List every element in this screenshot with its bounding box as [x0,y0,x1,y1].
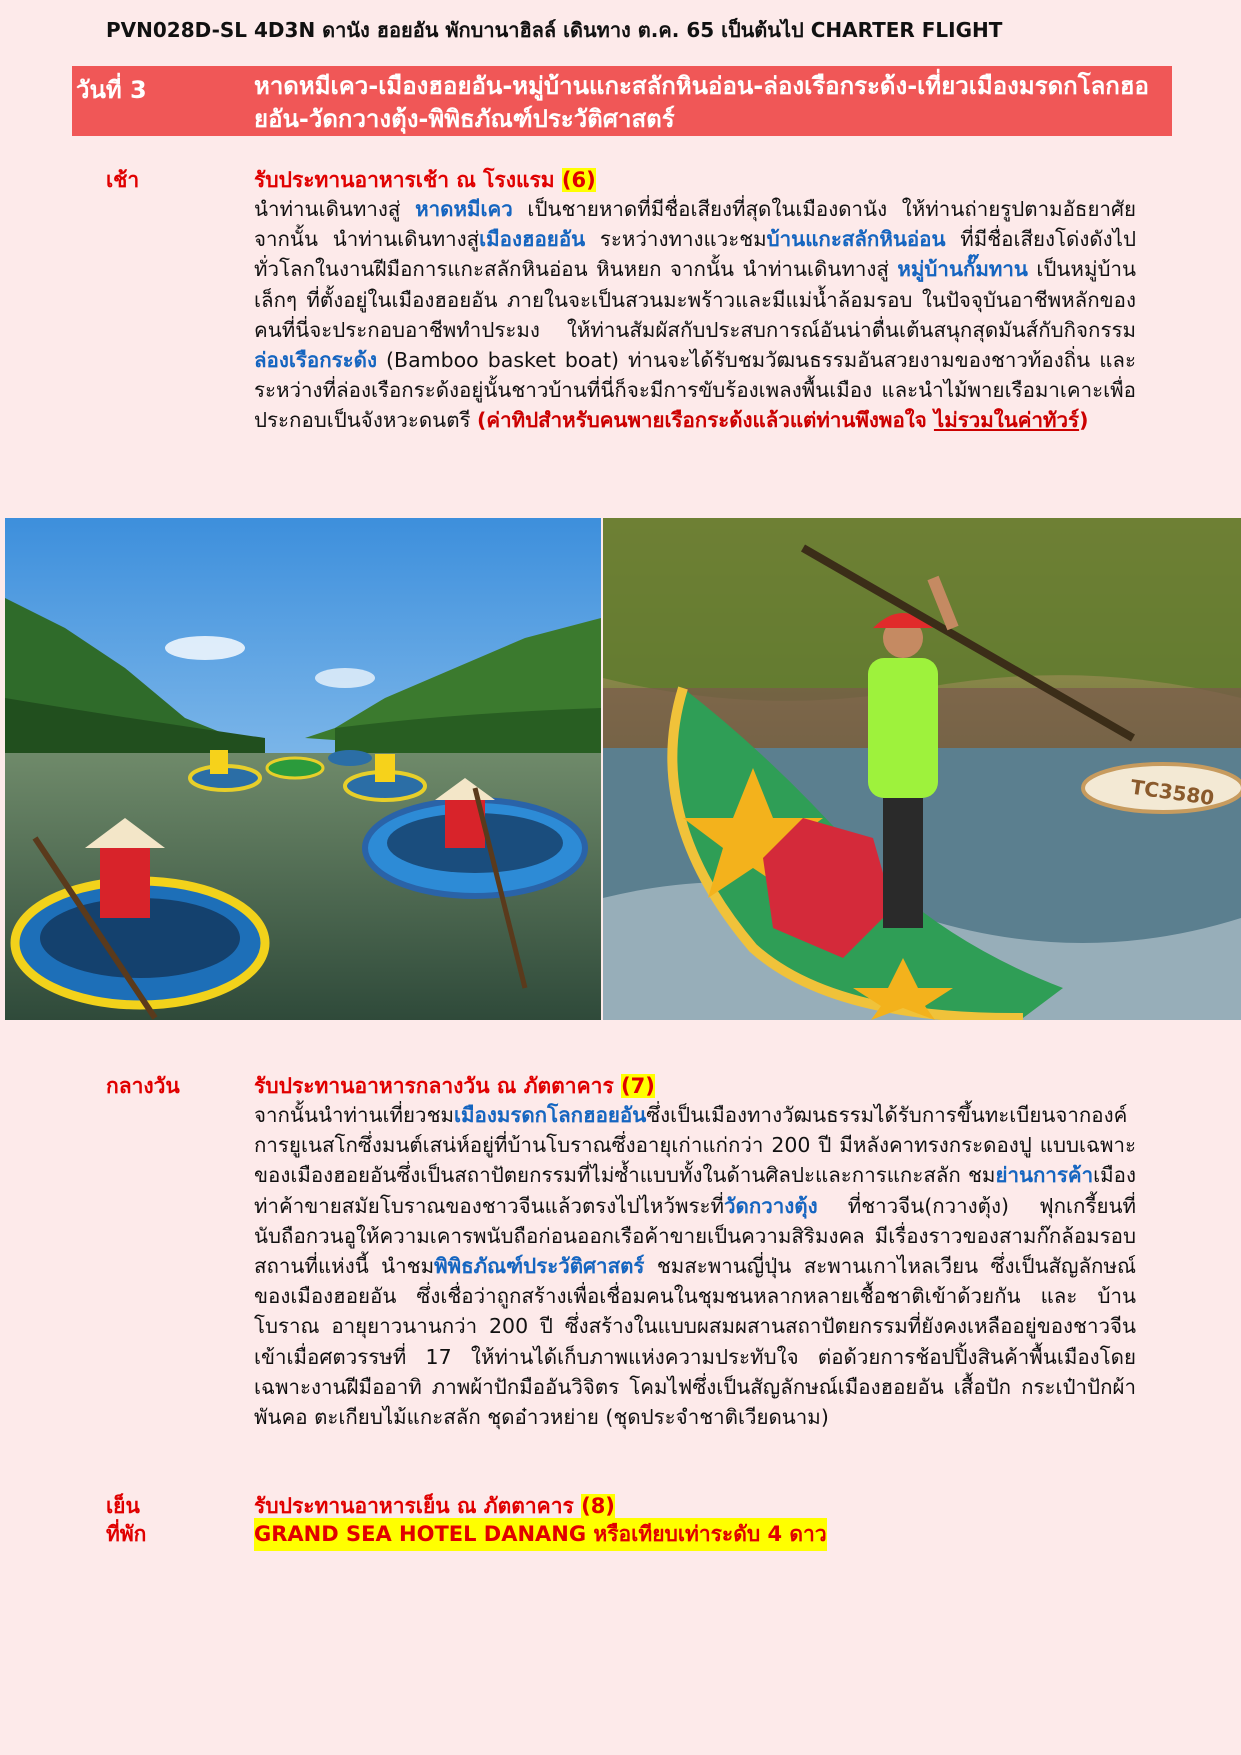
breakfast-text: รับประทานอาหารเช้า ณ โรงแรม [254,168,555,192]
boat-registration: TC3580 [1129,774,1216,811]
hotel-name: GRAND SEA HOTEL DANANG หรือเทียบเท่าระดับ 4 ดาว [254,1518,827,1551]
text-segment: ชมสะพานญี่ปุ่น สะพานเกาไหลเวียน ซึ่งเป็นสัญลักษณ์ของเมืองฮอยอัน ซึ่งเชื่อว่าถูกสร้างเพื่อเชื่อมคนในชุมชนหลากหลายเชื้อชาติเข้าด้วยกัน และ บ้านโบราณ อายุยาวนานกว่า 200 ปี ซึ่งสร้างในแบบผสมผสานสถาปัตยกรรมที่ยังคงเหลืออยู่ของชาวจีนเข้าเมื่อศตวรรษที่ 17 ให้ท่านได้เก็บภาพแห่งความประทับใจ ต่อด้วยการช้อปปิ้งสินค้าพื้นเมืองโดยเฉพาะงานฝีมืออาทิ ภาพผ้าปักมืออันวิจิตร โคมไฟซึ่งเป็นสัญลักษณ์เมืองฮอยอัน เสื้อปัก กระเป๋าปักผ้าพันคอ ตะเกียบไม้แกะสลัก ชุดอ๋าวหย่าย (ชุดประจำชาติเวียดนาม) [254,1254,1136,1430]
place-cam-thanh-village: หมู่บ้านกั๊มทาน [897,257,1028,282]
tip-note: (ค่าทิปสำหรับคนพายเรือกระด้งแล้วแต่ท่านพึงพอใจ [477,408,934,433]
text-segment: (Bamboo basket boat) ท่านจะได้รับชมวัฒนธรรมอันสวยงามของชาวท้องถิ่น และระหว่างที่ล่องเรือกระด้งอยู่นั้นชาวบ้านที่นี่ก็จะมีการขับร้องเพลงพื้นเมือง และนำไม้พายเรือมาเคาะเพื่อประกอบเป็นจังหวะดนตรี [254,348,1136,433]
text-segment: ซึ่งเป็นเมืองทางวัฒนธรรมได้รับการขึ้นทะเบียนจากองค์การยูเนสโกซึ่งมนต์เสน่ห์อยู่ที่บ้านโบราณซึ่งอายุเก่าแก่กว่า 200 ปี มีหลังคาทรงกระดองปู แบบเฉพาะของเมืองฮอยอันซึ่งเป็นสถาปัตยกรรมที่ไม่ซ้ำแบบทั้งในด้านศิลปะและการแกะสลัก ชม [254,1103,1136,1188]
activity-basket-boat: ล่องเรือกระด้ง [254,348,377,373]
place-history-museum: พิพิธภัณฑ์ประวัติศาสตร์ [434,1254,645,1279]
text-segment: เมืองท่าค้าขายสมัยโบราณของชาวจีนแล้วตรงไปไหว้พระที่ [254,1163,1136,1218]
lunch-text: รับประทานอาหารกลางวัน ณ ภัตตาคาร [254,1074,614,1098]
place-hoi-an: เมืองฮอยอัน [479,227,586,252]
text-segment: เป็นหมู่บ้านเล็กๆ ที่ตั้งอยู่ในเมืองฮอยอัน ภายในจะเป็นสวนมะพร้าวและมีแม่น้ำล้อมรอบ ในปัจจุบันอาชีพหลักของคนที่นี่จะประกอบอาชีพทำประมง ให้ท่านสัมผัสกับประสบการณ์อันน่าตื่นเต้นสนุกสุดมันส์กับกิจกรรม [254,257,1136,342]
breakfast-line [254,164,596,197]
document-header: PVN028D-SL 4D3N ดานัง ฮอยอัน พักบานาฮิลล์ เดินทาง ต.ค. 65 เป็นต้นไป CHARTER FLIGHT [106,18,1003,42]
place-my-khe-beach: หาดหมีเคว [415,197,513,221]
place-marble-village: บ้านแกะสลักหินอ่อน [766,227,946,252]
tip-not-included: ไม่รวมในค่าทัวร์ [933,408,1080,433]
stay-label: ที่พัก [106,1522,147,1546]
photo-basket-boats-river [5,518,601,1020]
lunch-line [254,1070,655,1103]
place-hoi-an-heritage: เมืองมรดกโลกฮอยอัน [454,1103,647,1127]
lunch-meal-number: (7) [621,1074,655,1098]
evening-label: เย็น [106,1494,140,1518]
morning-description [254,194,1136,436]
midday-description [254,1100,1136,1432]
text-segment: ที่ชาวจีน(กวางตุ้ง) ฟุกเกรี้ยนที่นับถือกวนอูให้ความเคารพนับถือก่อนออกเรือค้าขายเป็นความสิริมงคล มีเรื่องราวของสามก๊กล้อมรอบสถานที่แห่งนี้ นำชม [254,1193,1136,1279]
place-trading-quarter: ย่านการค้า [995,1163,1094,1188]
photo-basket-boat-spinning [603,518,1241,1020]
text-segment: นำท่านเดินทางสู่ [254,197,416,221]
place-cantonese-temple: วัดกวางตุ้ง [724,1193,818,1218]
dinner-text: รับประทานอาหารเย็น ณ ภัตตาคาร [254,1494,574,1518]
day-title: หาดหมีเคว-เมืองฮอยอัน-หมู่บ้านแกะสลักหินอ่อน-ล่องเรือกระด้ง-เที่ยวเมืองมรดกโลกฮอยอัน-วัดกวางตุ้ง-พิพิธภัณฑ์ประวัติศาสตร์ [254,72,1149,133]
tip-note-close: ) [1079,408,1089,433]
day-number: วันที่ 3 [76,76,147,104]
dinner-meal-number: (8) [581,1494,615,1518]
morning-label: เช้า [106,168,140,192]
breakfast-meal-number: (6) [561,168,596,192]
text-segment: เป็นชายหาดที่มีชื่อเสียงที่สุดในเมืองดานัง ให้ท่านถ่ายรูปตามอัธยาศัย จากนั้น นำท่านเดินทางสู่ [254,197,1136,252]
midday-label: กลางวัน [106,1074,180,1098]
day-banner [72,66,1172,136]
text-segment: จากนั้นนำท่านเที่ยวชม [254,1103,454,1127]
text-segment: ที่มีชื่อเสียงโด่งดังไปทั่วโลกในงานฝีมือการแกะสลักหินอ่อน หินหยก จากนั้น นำท่านเดินทางสู่ [254,227,1136,282]
text-segment: ระหว่างทางแวะชม [585,227,767,252]
